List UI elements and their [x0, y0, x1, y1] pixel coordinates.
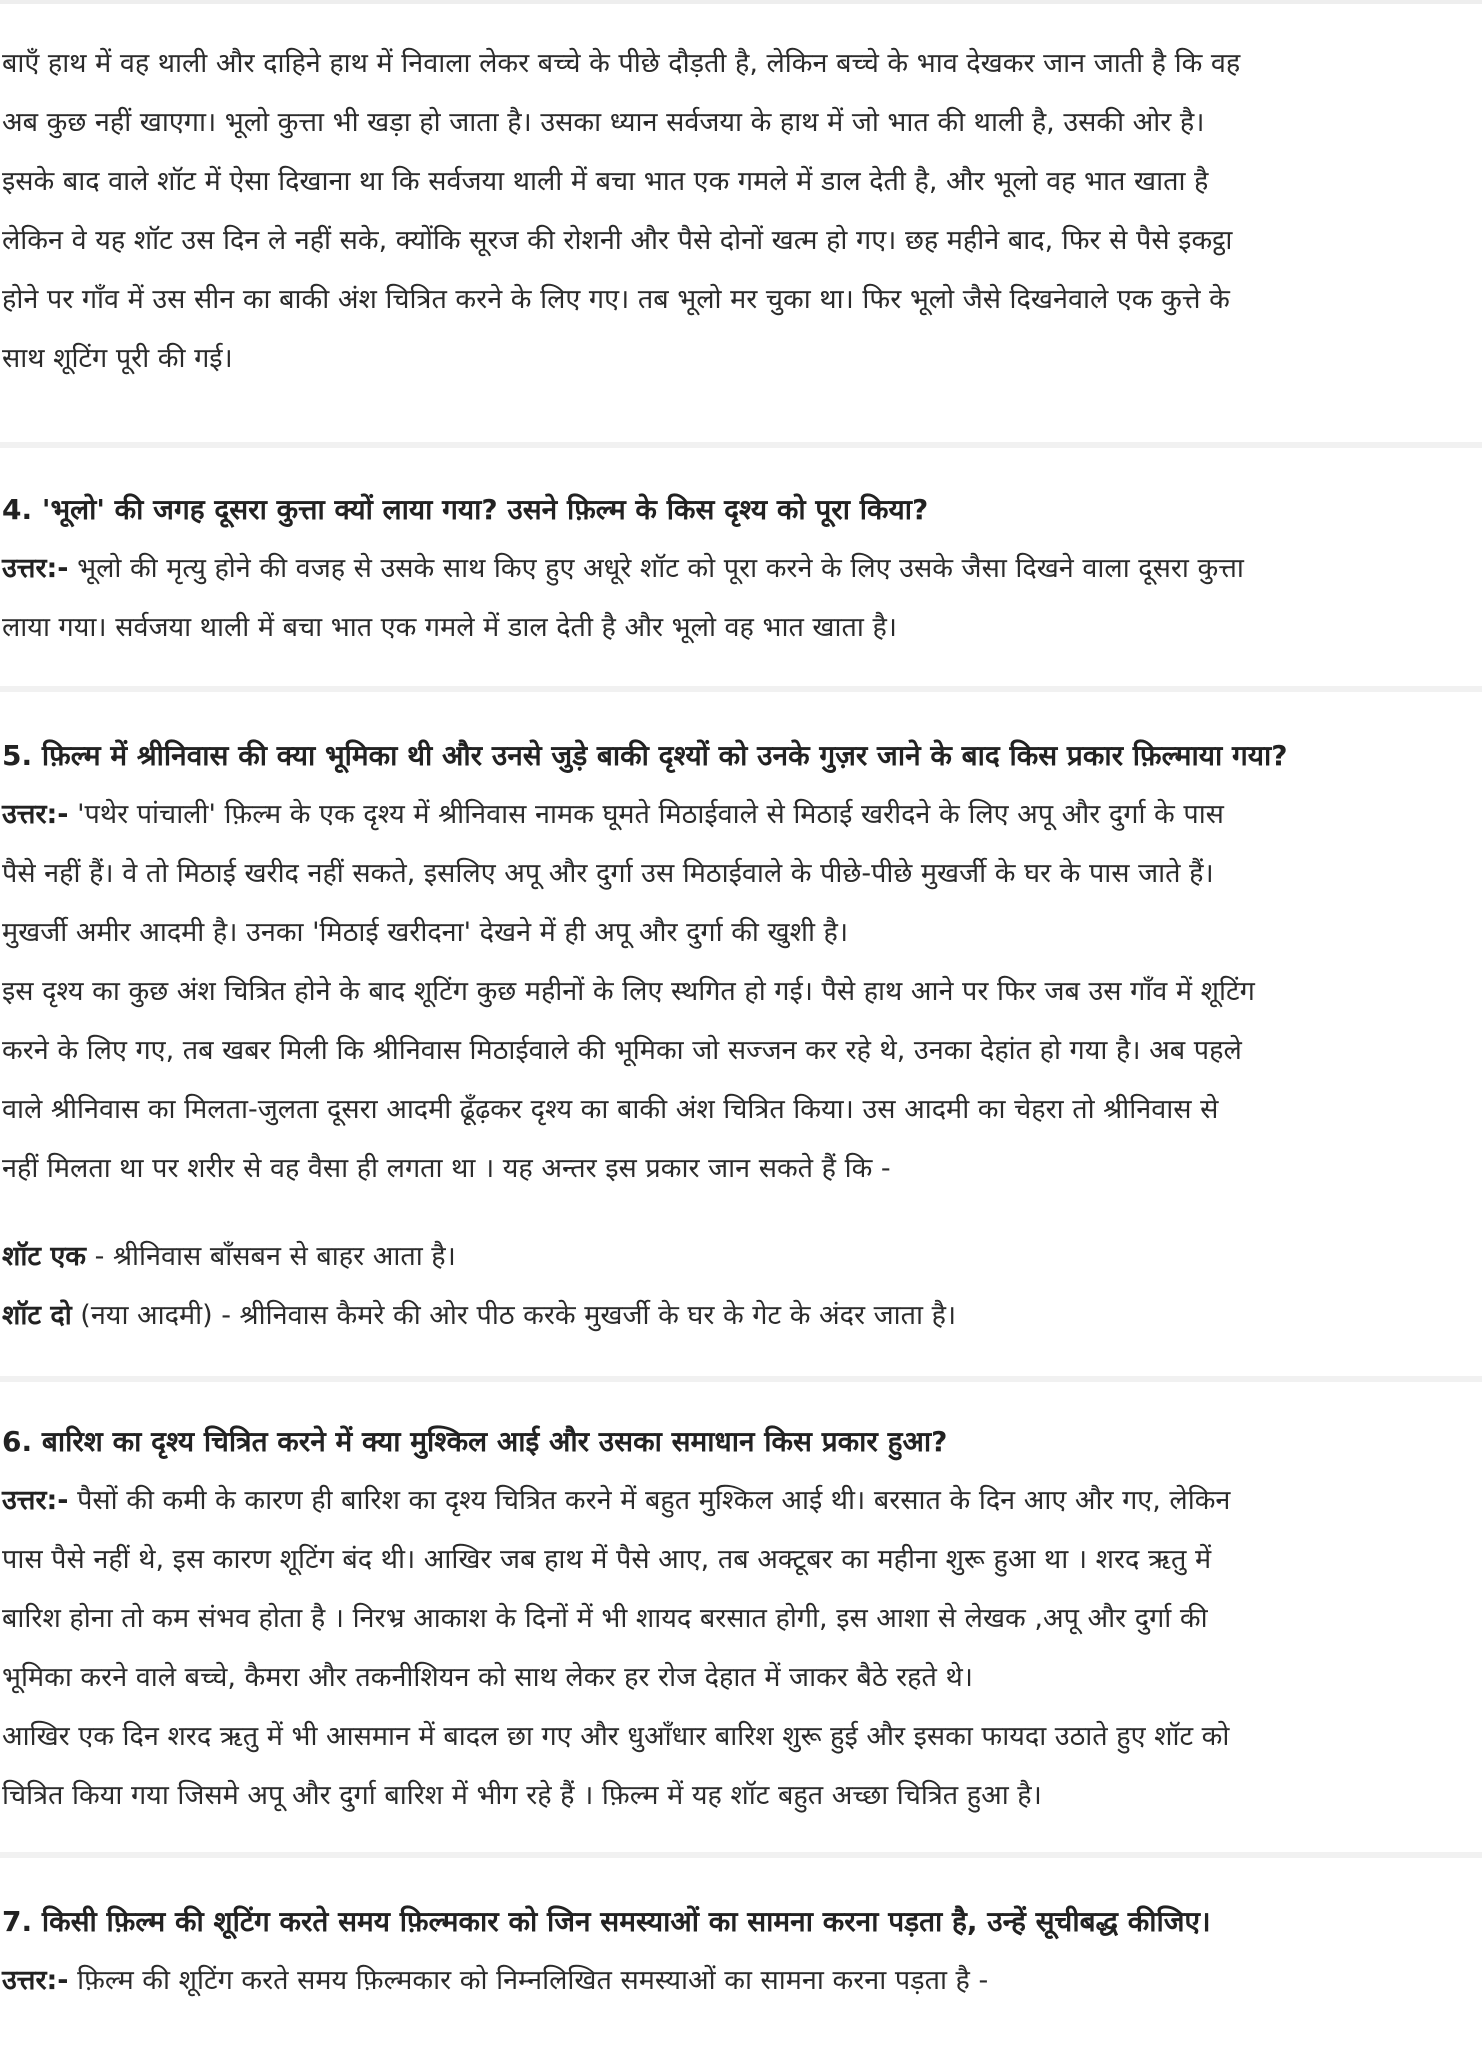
answer-line: आखिर एक दिन शरद ऋतु में भी आसमान में बादल छा गए और धुआँधार बारिश शुरू हुई और इसका फायदा उठाते हुए शॉट को — [2, 1721, 1230, 1752]
shot-label: शॉट एक — [2, 1241, 87, 1272]
answer-line: भूमिका करने वाले बच्चे, कैमरा और तकनीशियन को साथ लेकर हर रोज देहात में जाकर बैठे रहते थे। — [2, 1662, 973, 1693]
answer-line — [2, 1471, 1482, 1530]
question-heading: 7. किसी फ़िल्म की शूटिंग करते समय फ़िल्मकार को जिन समस्याओं का सामना करना पड़ता है, उन्हें सूचीबद्ध कीजिए। — [2, 1905, 1211, 1938]
answer-line: पैसे नहीं हैं। वे तो मिठाई खरीद नहीं सकते, इसलिए अपू और दुर्गा उस मिठाईवाले के पीछे-पीछे मुखर्जी के घर के पास जाते हैं। — [2, 858, 1214, 889]
text-line: अब कुछ नहीं खाएगा। भूलो कुत्ता भी खड़ा हो जाता है। उसका ध्यान सर्वजया के हाथ में जो भात की थाली है, उसकी ओर है। — [2, 107, 1205, 138]
section-divider — [0, 686, 1482, 692]
answer-line: इस दृश्य का कुछ अंश चित्रित होने के बाद शूटिंग कुछ महीनों के लिए स्थगित हो गई। पैसे हाथ आने पर फिर जब उस गाँव में शूटिंग — [2, 976, 1255, 1007]
answer-text: भूलो की मृत्यु होने की वजह से उसके साथ किए हुए अधूरे शॉट को पूरा करने के लिए उसके जैसा दिखने वाला दूसरा कुत्ता — [68, 553, 1244, 584]
answer-line: पास पैसे नहीं थे, इस कारण शूटिंग बंद थी। आखिर जब हाथ में पैसे आए, तब अक्टूबर का महीना शुरू हुआ था । शरद ऋतु में — [2, 1544, 1212, 1575]
answer-line — [2, 539, 1482, 598]
question-block-6 — [0, 1412, 1482, 1825]
text-line: लेकिन वे यह शॉट उस दिन ले नहीं सके, क्योंकि सूरज की रोशनी और पैसे दोनों खत्म हो गए। छह महीने बाद, फिर से पैसे इकट्ठा — [2, 225, 1233, 256]
section-divider — [0, 1376, 1482, 1382]
question-block-7 — [0, 1892, 1482, 2010]
question-block-4 — [0, 480, 1482, 657]
text-line: इसके बाद वाले शॉट में ऐसा दिखाना था कि सर्वजया थाली में बचा भात एक गमले में डाल देती है, और भूलो वह भात खाता है — [2, 166, 1209, 197]
intro-paragraph — [0, 34, 1482, 388]
shot-label: शॉट दो — [2, 1300, 72, 1331]
shot-text: - श्रीनिवास बाँसबन से बाहर आता है। — [86, 1241, 456, 1272]
section-divider — [0, 1852, 1482, 1858]
text-line: साथ शूटिंग पूरी की गई। — [2, 343, 233, 374]
answer-line: वाले श्रीनिवास का मिलता-जुलता दूसरा आदमी ढूँढ़कर दृश्य का बाकी अंश चित्रित किया। उस आदमी का चेहरा तो श्रीनिवास से — [2, 1094, 1219, 1125]
answer-line: लाया गया। सर्वजया थाली में बचा भात एक गमले में डाल देती है और भूलो वह भात खाता है। — [2, 612, 898, 643]
answer-label: उत्तर:- — [2, 1485, 69, 1516]
question-heading: 5. फ़िल्म में श्रीनिवास की क्या भूमिका थी और उनसे जुड़े बाकी दृश्यों को उनके गुज़र जाने के बाद किस प्रकार फ़िल्माया गया? — [2, 739, 1288, 772]
question-heading: 6. बारिश का दृश्य चित्रित करने में क्या मुश्किल आई और उसका समाधान किस प्रकार हुआ? — [2, 1425, 948, 1458]
answer-line: चित्रित किया गया जिसमे अपू और दुर्गा बारिश में भीग रहे हैं । फ़िल्म में यह शॉट बहुत अच्छा चित्रित हुआ है। — [2, 1780, 1042, 1811]
answer-text: पैसों की कमी के कारण ही बारिश का दृश्य चित्रित करने में बहुत मुश्किल आई थी। बरसात के दिन आए और गए, लेकिन — [68, 1485, 1231, 1516]
answer-line: बारिश होना तो कम संभव होता है । निरभ्र आकाश के दिनों में भी शायद बरसात होगी, इस आशा से लेखक ,अपू और दुर्गा की — [2, 1603, 1208, 1634]
answer-text: फ़िल्म की शूटिंग करते समय फ़िल्मकार को निम्नलिखित समस्याओं का सामना करना पड़ता है - — [68, 1965, 989, 1996]
section-divider — [0, 442, 1482, 448]
text-line: बाएँ हाथ में वह थाली और दाहिने हाथ में निवाला लेकर बच्चे के पीछे दौड़ती है, लेकिन बच्चे के भाव देखकर जान जाती है कि वह — [2, 48, 1241, 79]
answer-label: उत्तर:- — [2, 1965, 69, 1996]
question-heading: 4. 'भूलो' की जगह दूसरा कुत्ता क्यों लाया गया? उसने फ़िल्म के किस दृश्य को पूरा किया? — [2, 493, 929, 526]
answer-line — [2, 785, 1482, 844]
answer-line: मुखर्जी अमीर आदमी है। उनका 'मिठाई खरीदना' देखने में ही अपू और दुर्गा की खुशी है। — [2, 917, 849, 948]
answer-line: करने के लिए गए, तब खबर मिली कि श्रीनिवास मिठाईवाले की भूमिका जो सज्जन कर रहे थे, उनका देहांत हो गया है। अब पहले — [2, 1035, 1242, 1066]
text-line: होने पर गाँव में उस सीन का बाकी अंश चित्रित करने के लिए गए। तब भूलो मर चुका था। फिर भूलो जैसे दिखनेवाले एक कुत्ते के — [2, 284, 1230, 315]
answer-line — [2, 1951, 1482, 2010]
answer-text: 'पथेर पांचाली' फ़िल्म के एक दृश्य में श्रीनिवास नामक घूमते मिठाईवाले से मिठाई खरीदने के लिए अपू और दुर्गा के पास — [68, 799, 1224, 830]
answer-label: उत्तर:- — [2, 799, 69, 830]
shot-text: (नया आदमी) - श्रीनिवास कैमरे की ओर पीठ करके मुखर्जी के घर के गेट के अंदर जाता है। — [71, 1300, 957, 1331]
answer-line: नहीं मिलता था पर शरीर से वह वैसा ही लगता था । यह अन्तर इस प्रकार जान सकते हैं कि - — [2, 1153, 891, 1184]
answer-label: उत्तर:- — [2, 553, 69, 584]
shot-line — [2, 1227, 1482, 1286]
question-block-5 — [0, 726, 1482, 1345]
top-divider — [0, 0, 1482, 4]
shot-line — [2, 1286, 1482, 1345]
